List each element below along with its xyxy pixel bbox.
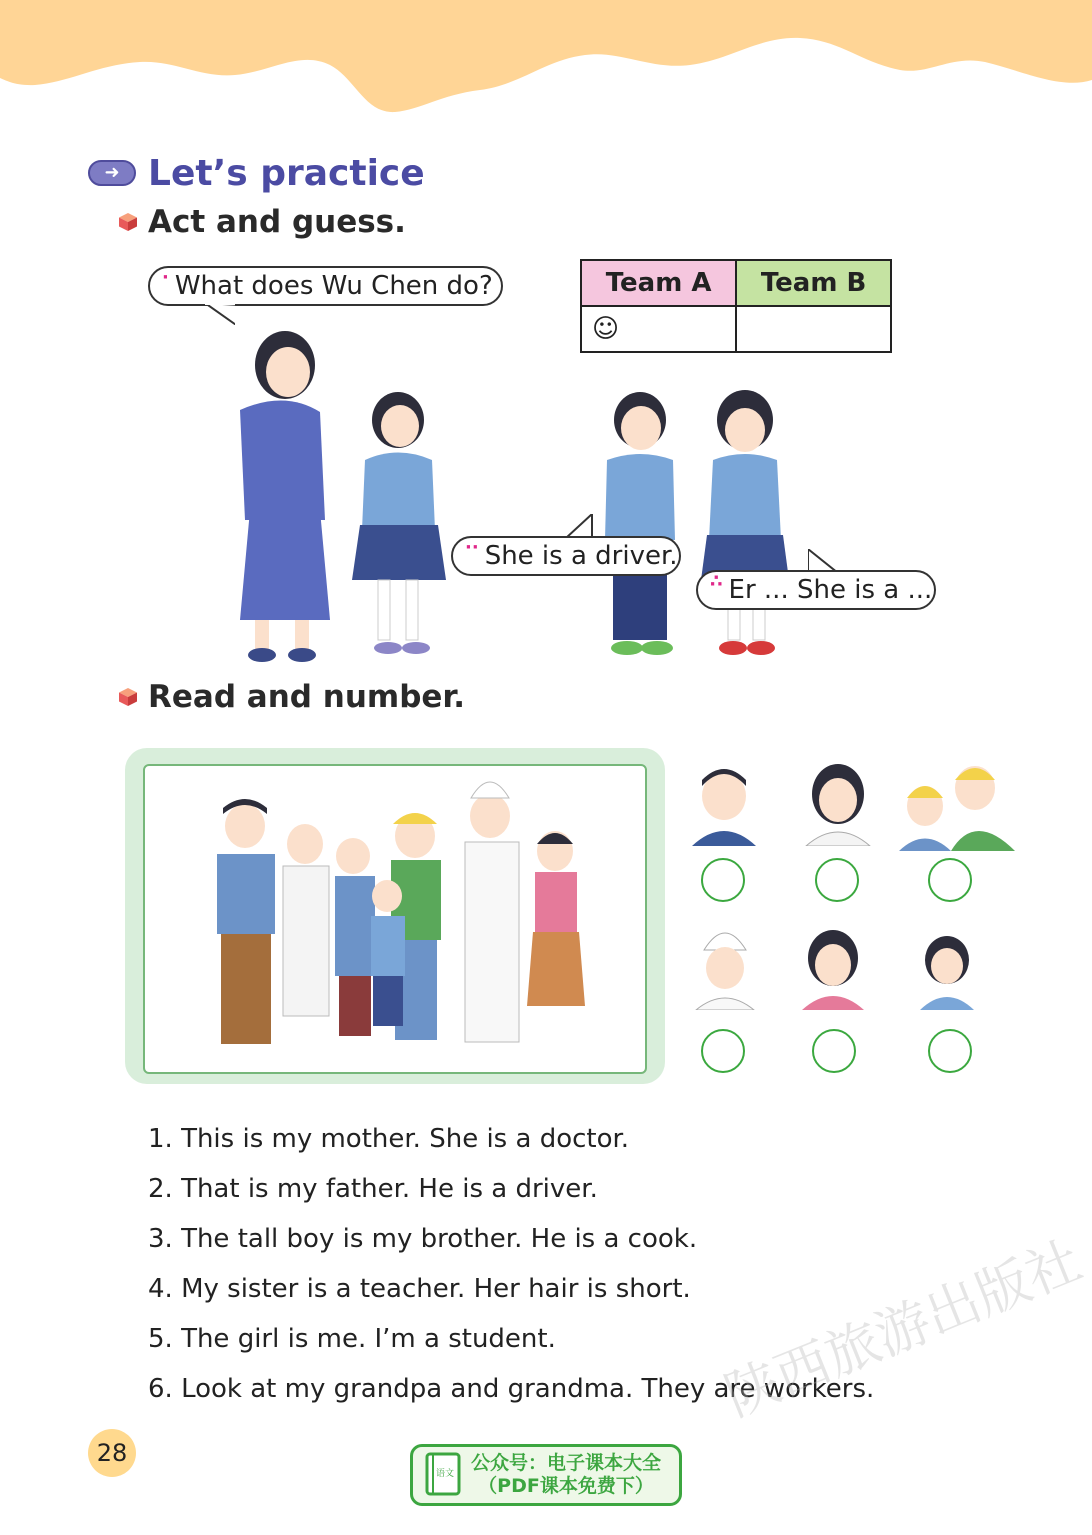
answer-circle-grandparents[interactable] xyxy=(928,858,972,902)
boy-and-girl-illustration xyxy=(585,380,815,670)
portrait-cook xyxy=(690,920,760,1010)
arrow-right-icon: ➜ xyxy=(88,160,136,186)
portrait-father xyxy=(684,756,764,846)
read-number-heading-text: Read and number. xyxy=(148,679,466,715)
answer-circle-mother[interactable] xyxy=(815,858,859,902)
read-number-heading xyxy=(118,679,465,715)
score-table xyxy=(580,259,892,353)
page-number: 28 xyxy=(88,1429,136,1477)
book-icon xyxy=(423,1452,463,1498)
publisher-watermark: 陕西旅游出版社 xyxy=(716,1228,1091,1429)
stamp-text xyxy=(471,1452,661,1498)
act-guess-heading xyxy=(118,204,406,240)
team-a-score-cell: ☺ xyxy=(581,306,736,352)
family-illustration xyxy=(145,766,641,1068)
team-b-score-cell xyxy=(736,306,891,352)
sentence-item: 1. This is my mother. She is a doctor. xyxy=(148,1124,630,1154)
portrait-sister xyxy=(798,920,868,1010)
speech-dots-icon: ∴ xyxy=(710,571,723,592)
bubble-answer-text: She is a driver. xyxy=(484,541,678,571)
cube-icon xyxy=(118,212,138,232)
teacher-and-girl-illustration xyxy=(210,320,460,670)
bubble-tail-icon xyxy=(566,514,596,536)
top-wave-decoration xyxy=(0,0,1092,130)
sentence-item: 4. My sister is a teacher. Her hair is short. xyxy=(148,1274,691,1304)
sentence-item: 3. The tall boy is my brother. He is a cook. xyxy=(148,1224,698,1254)
sentence-item: 5. The girl is me. I’m a student. xyxy=(148,1324,556,1354)
team-a-header: Team A xyxy=(581,260,736,306)
svg-text:语文: 语文 xyxy=(435,1469,455,1479)
answer-circle-cook[interactable] xyxy=(701,1029,745,1073)
speech-dot-icon: · xyxy=(162,267,169,288)
team-b-header: Team B xyxy=(736,260,891,306)
answer-circle-student[interactable] xyxy=(928,1029,972,1073)
sentence-item: 6. Look at my grandpa and grandma. They are workers. xyxy=(148,1374,875,1404)
speech-bubble-hesitate xyxy=(696,570,936,610)
answer-circle-father[interactable] xyxy=(701,858,745,902)
act-guess-heading-text: Act and guess. xyxy=(148,204,406,240)
portrait-grandparents xyxy=(895,756,1020,851)
speech-dots-icon: ·· xyxy=(465,537,479,558)
download-stamp xyxy=(410,1444,682,1506)
stamp-line-1: 公众号：电子课本大全 xyxy=(471,1452,662,1474)
sentence-item: 2. That is my father. He is a driver. xyxy=(148,1174,598,1204)
stamp-line-2: （PDF课本免费下） xyxy=(478,1475,654,1497)
speech-bubble-question xyxy=(148,266,503,306)
section-title-text: Let’s practice xyxy=(148,152,425,194)
bubble-tail-icon xyxy=(808,549,838,571)
bubble-question-text: What does Wu Chen do? xyxy=(174,271,493,301)
portrait-student-girl xyxy=(912,926,982,1010)
family-picture xyxy=(143,764,647,1074)
portrait-mother xyxy=(798,756,878,846)
cube-icon xyxy=(118,687,138,707)
speech-bubble-answer xyxy=(451,536,681,576)
answer-circle-sister[interactable] xyxy=(812,1029,856,1073)
section-title xyxy=(88,150,425,196)
bubble-hesitate-text: Er ... She is a ... xyxy=(728,575,933,605)
